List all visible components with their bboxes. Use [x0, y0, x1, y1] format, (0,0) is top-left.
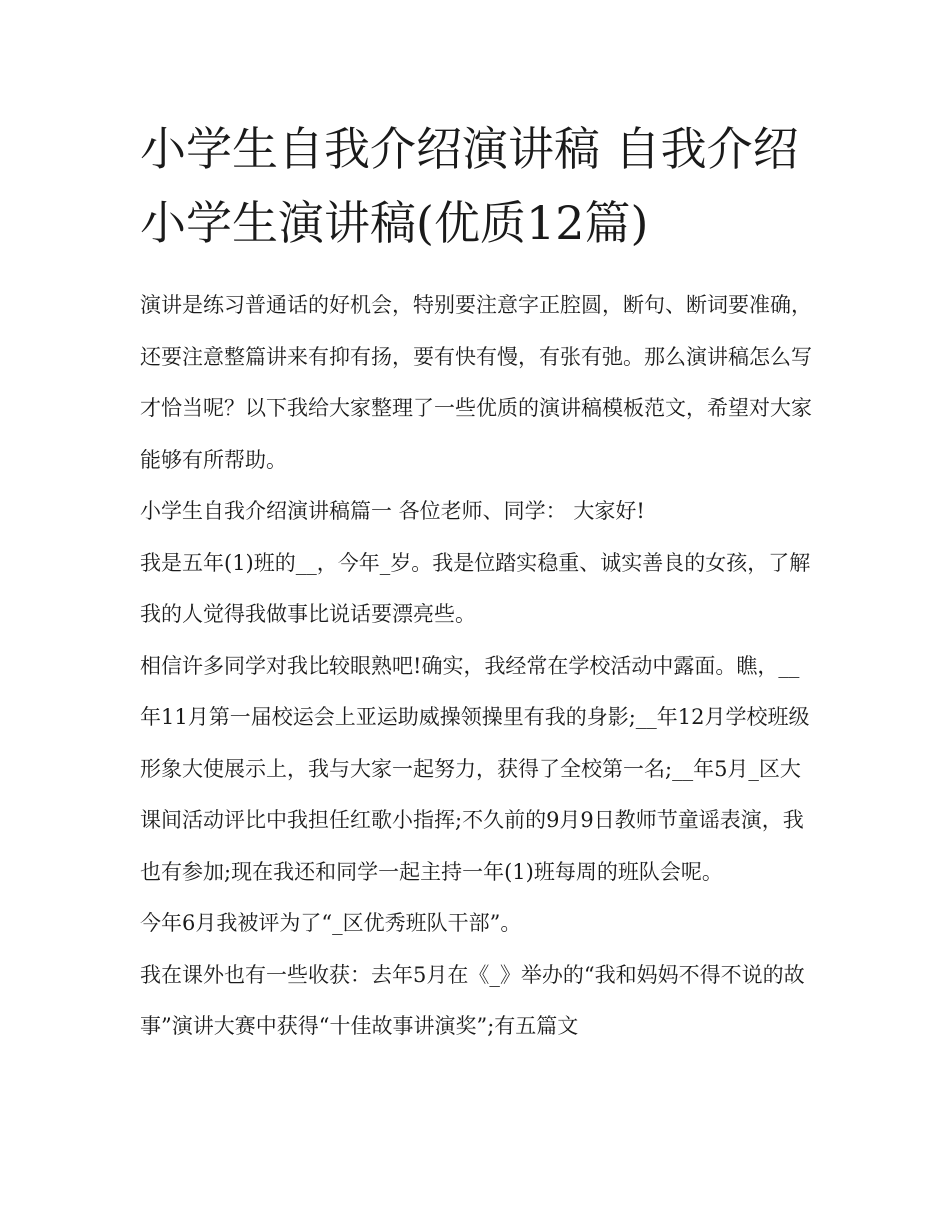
paragraph-intro: 演讲是练习普通话的好机会，特别要注意字正腔圆，断句、断词要准确，还要注意整篇讲来有抑有扬，要有快有慢，有张有弛。那么演讲稿怎么写才恰当呢？以下我给大家整理了一些优质的演讲稿模板范文，希望对大家能够有所帮助。 — [140, 293, 812, 472]
document-body — [140, 280, 820, 1053]
paragraph-award: 今年6月我被评为了“_区优秀班队干部”。 — [140, 911, 522, 935]
document-title: 小学生自我介绍演讲稿 自我介绍小学生演讲稿(优质12篇) — [140, 122, 799, 250]
paragraph-self-intro: 我是五年(1)班的__，今年_岁。我是位踏实稳重、诚实善良的女孩，了解我的人觉得我做事比说话要漂亮些。 — [140, 550, 811, 626]
paragraph-activities: 相信许多同学对我比较眼熟吧!确实，我经常在学校活动中露面。瞧，__年11月第一届校运会上亚运助威操领操里有我的身影;__年12月学校班级形象大使展示上，我与大家一起努力，获得了全校第一名;__年5月_区大课间活动评比中我担任红歌小指挥;不久前的9月9日教师节童谣表演，我也有参加;现在我还和同学一起主持一年(1)班每周的班队会呢。 — [140, 653, 810, 884]
paragraph-greeting: 小学生自我介绍演讲稿篇一 各位老师、同学： 大家好! — [140, 499, 645, 523]
paragraph-extracurricular: 我在课外也有一些收获：去年5月在《_》举办的“我和妈妈不得不说的故事”演讲大赛中获得“十佳故事讲演奖”;有五篇文 — [140, 962, 805, 1038]
